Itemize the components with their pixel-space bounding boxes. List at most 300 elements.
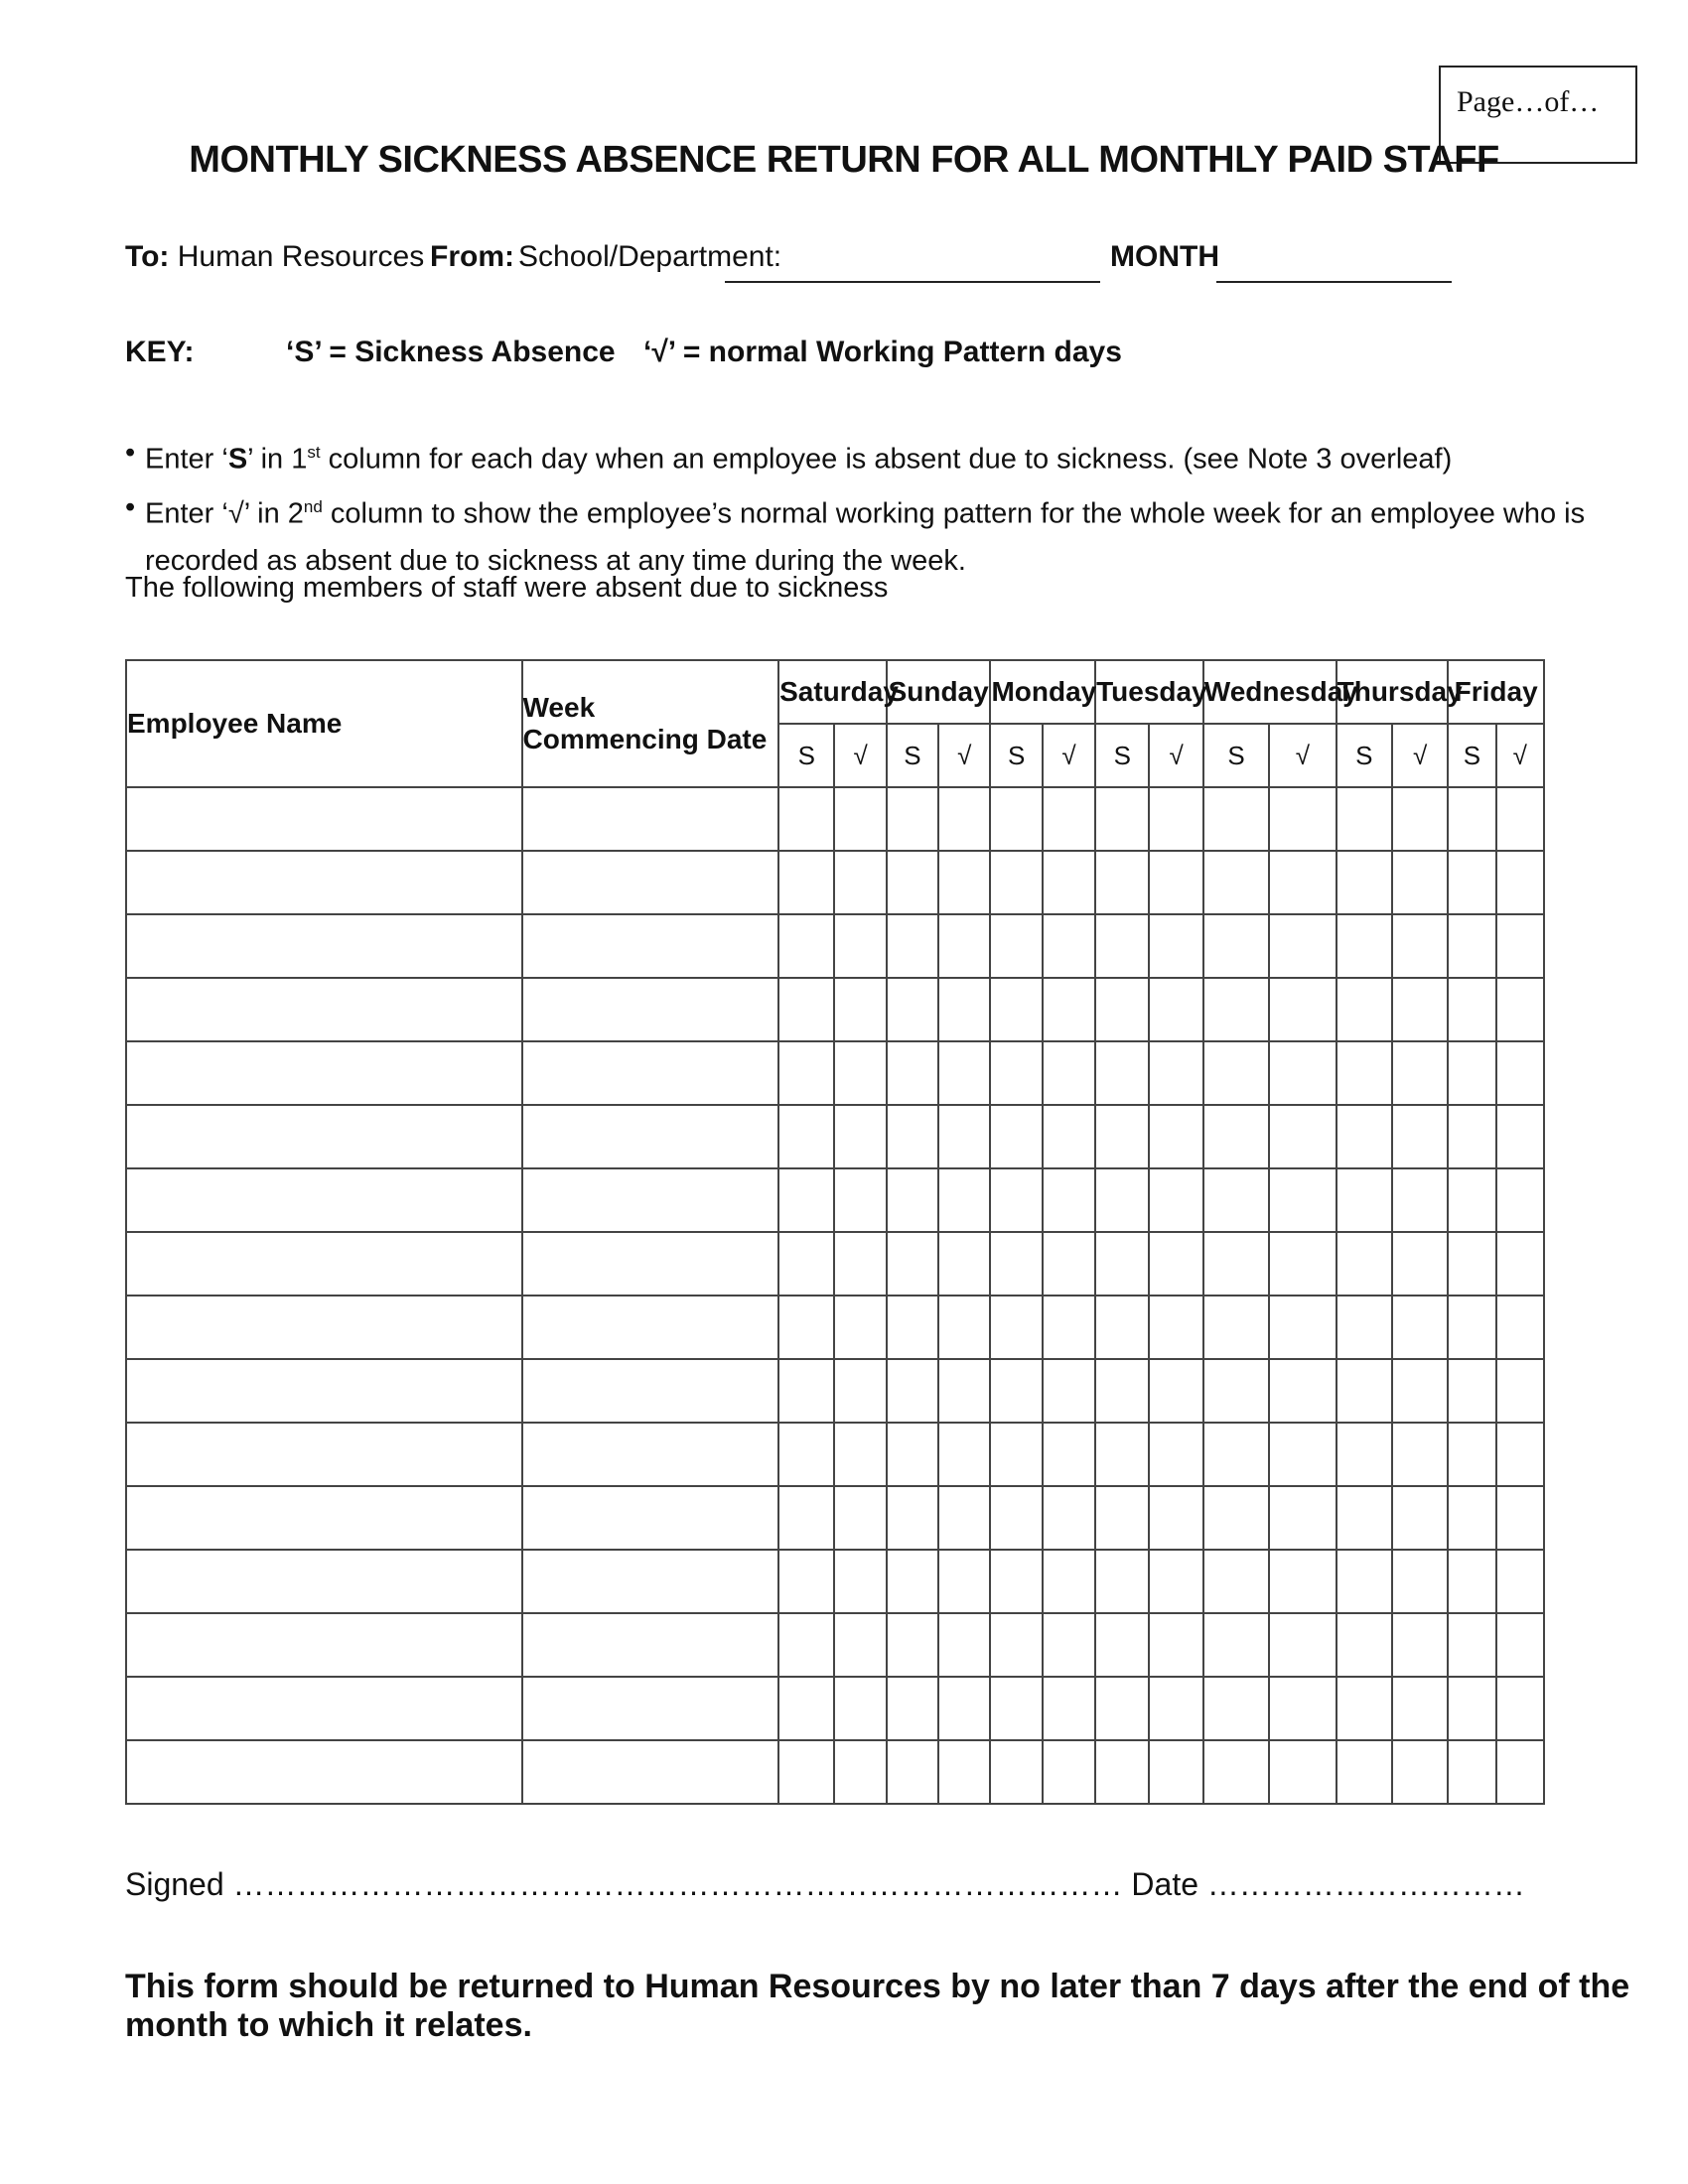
- header-week-commencing: Week Commencing Date: [522, 660, 779, 787]
- day-entry-cell[interactable]: [990, 1740, 1042, 1804]
- employee-name-cell[interactable]: [126, 1486, 522, 1550]
- pattern-subheader-tuesday: √: [1149, 724, 1202, 787]
- pattern-subheader-saturday: √: [834, 724, 886, 787]
- intro-text: The following members of staff were absent due to sickness: [125, 572, 889, 604]
- day-entry-cell[interactable]: [1336, 1105, 1392, 1168]
- day-entry-cell[interactable]: [1203, 1740, 1269, 1804]
- day-entry-cell[interactable]: [1043, 1740, 1095, 1804]
- day-entry-cell[interactable]: [1448, 1613, 1495, 1677]
- day-entry-cell[interactable]: [834, 1423, 886, 1486]
- day-entry-cell[interactable]: [990, 914, 1042, 978]
- employee-name-cell[interactable]: [126, 914, 522, 978]
- day-entry-cell[interactable]: [834, 1486, 886, 1550]
- week-commencing-cell[interactable]: [522, 1486, 779, 1550]
- day-entry-cell[interactable]: [990, 1423, 1042, 1486]
- day-entry-cell[interactable]: [1203, 1105, 1269, 1168]
- header-day-tuesday: Tuesday: [1095, 660, 1203, 724]
- day-entry-cell[interactable]: [938, 1105, 990, 1168]
- employee-name-cell[interactable]: [126, 978, 522, 1041]
- instructions: [125, 429, 1615, 585]
- day-entry-cell[interactable]: [887, 1168, 938, 1232]
- sickness-subheader-tuesday: S: [1095, 724, 1149, 787]
- header-day-monday: Monday: [990, 660, 1095, 724]
- week-commencing-cell[interactable]: [522, 1168, 779, 1232]
- week-commencing-cell[interactable]: [522, 1677, 779, 1740]
- day-entry-cell[interactable]: [1043, 1105, 1095, 1168]
- day-entry-cell[interactable]: [1269, 1550, 1336, 1613]
- day-entry-cell[interactable]: [1269, 1677, 1336, 1740]
- day-entry-cell[interactable]: [1269, 1041, 1336, 1105]
- day-entry-cell[interactable]: [1095, 1486, 1149, 1550]
- day-entry-cell[interactable]: [938, 1550, 990, 1613]
- day-entry-cell[interactable]: [1392, 851, 1448, 914]
- return-instruction: This form should be returned to Human Resources by no later than 7 days after the end of the month to which it relates.: [125, 1968, 1630, 2044]
- day-entry-cell[interactable]: [1149, 1168, 1202, 1232]
- day-entry-cell[interactable]: [1043, 1550, 1095, 1613]
- day-entry-cell[interactable]: [1095, 1613, 1149, 1677]
- week-commencing-cell[interactable]: [522, 1740, 779, 1804]
- day-entry-cell[interactable]: [1043, 1296, 1095, 1359]
- day-entry-cell[interactable]: [1392, 1740, 1448, 1804]
- day-entry-cell[interactable]: [1496, 1105, 1544, 1168]
- day-entry-cell[interactable]: [778, 851, 834, 914]
- day-entry-cell[interactable]: [834, 1677, 886, 1740]
- day-entry-cell[interactable]: [1496, 1550, 1544, 1613]
- day-entry-cell[interactable]: [990, 787, 1042, 851]
- day-entry-cell[interactable]: [1496, 1677, 1544, 1740]
- day-entry-cell[interactable]: [834, 978, 886, 1041]
- day-entry-cell[interactable]: [1496, 1740, 1544, 1804]
- from-label: From:: [430, 240, 514, 273]
- day-entry-cell[interactable]: [990, 1041, 1042, 1105]
- day-entry-cell[interactable]: [990, 978, 1042, 1041]
- day-entry-cell[interactable]: [1149, 1550, 1202, 1613]
- employee-name-cell[interactable]: [126, 787, 522, 851]
- day-entry-cell[interactable]: [1496, 1296, 1544, 1359]
- day-entry-cell[interactable]: [1149, 1105, 1202, 1168]
- employee-name-cell[interactable]: [126, 1296, 522, 1359]
- day-entry-cell[interactable]: [1336, 851, 1392, 914]
- employee-name-cell[interactable]: [126, 1740, 522, 1804]
- day-entry-cell[interactable]: [1149, 787, 1202, 851]
- employee-name-cell[interactable]: [126, 1041, 522, 1105]
- day-entry-cell[interactable]: [1269, 978, 1336, 1041]
- day-entry-cell[interactable]: [1336, 1423, 1392, 1486]
- day-entry-cell[interactable]: [887, 1423, 938, 1486]
- day-entry-cell[interactable]: [1336, 1677, 1392, 1740]
- employee-name-cell[interactable]: [126, 1550, 522, 1613]
- day-entry-cell[interactable]: [834, 1168, 886, 1232]
- day-entry-cell[interactable]: [1203, 914, 1269, 978]
- day-entry-cell[interactable]: [1043, 851, 1095, 914]
- table-row: [126, 1296, 1544, 1359]
- day-entry-cell[interactable]: [1043, 1613, 1095, 1677]
- day-entry-cell[interactable]: [1336, 1740, 1392, 1804]
- day-entry-cell[interactable]: [778, 914, 834, 978]
- day-entry-cell[interactable]: [1269, 787, 1336, 851]
- pattern-subheader-friday: √: [1496, 724, 1544, 787]
- table-row: [126, 851, 1544, 914]
- day-entry-cell[interactable]: [1336, 1550, 1392, 1613]
- day-entry-cell[interactable]: [1392, 914, 1448, 978]
- day-entry-cell[interactable]: [1336, 1359, 1392, 1423]
- day-entry-cell[interactable]: [1496, 1168, 1544, 1232]
- day-entry-cell[interactable]: [1336, 1486, 1392, 1550]
- day-entry-cell[interactable]: [887, 1740, 938, 1804]
- day-entry-cell[interactable]: [1095, 1550, 1149, 1613]
- day-entry-cell[interactable]: [1269, 1486, 1336, 1550]
- day-entry-cell[interactable]: [778, 978, 834, 1041]
- day-entry-cell[interactable]: [1496, 1613, 1544, 1677]
- day-entry-cell[interactable]: [1392, 1232, 1448, 1296]
- day-entry-cell[interactable]: [1203, 978, 1269, 1041]
- day-entry-cell[interactable]: [1448, 1740, 1495, 1804]
- day-entry-cell[interactable]: [1336, 1613, 1392, 1677]
- day-entry-cell[interactable]: [1095, 914, 1149, 978]
- day-entry-cell[interactable]: [1336, 787, 1392, 851]
- day-entry-cell[interactable]: [887, 1359, 938, 1423]
- day-entry-cell[interactable]: [1448, 1486, 1495, 1550]
- day-entry-cell[interactable]: [778, 1550, 834, 1613]
- day-entry-cell[interactable]: [1269, 1105, 1336, 1168]
- day-entry-cell[interactable]: [887, 1550, 938, 1613]
- day-entry-cell[interactable]: [1269, 1613, 1336, 1677]
- day-entry-cell[interactable]: [887, 1296, 938, 1359]
- week-commencing-cell[interactable]: [522, 1105, 779, 1168]
- header-day-thursday: Thursday: [1336, 660, 1449, 724]
- day-entry-cell[interactable]: [1095, 978, 1149, 1041]
- pattern-subheader-wednesday: √: [1269, 724, 1336, 787]
- day-entry-cell[interactable]: [887, 1105, 938, 1168]
- day-entry-cell[interactable]: [938, 1740, 990, 1804]
- table-row: [126, 1677, 1544, 1740]
- day-entry-cell[interactable]: [1496, 787, 1544, 851]
- day-entry-cell[interactable]: [1203, 1613, 1269, 1677]
- day-entry-cell[interactable]: [887, 1041, 938, 1105]
- day-entry-cell[interactable]: [778, 1232, 834, 1296]
- day-entry-cell[interactable]: [834, 1740, 886, 1804]
- header-day-wednesday: Wednesday: [1203, 660, 1336, 724]
- to-value: Human Resources: [177, 240, 425, 273]
- day-entry-cell[interactable]: [938, 1423, 990, 1486]
- day-entry-cell[interactable]: [1149, 978, 1202, 1041]
- day-entry-cell[interactable]: [1043, 1486, 1095, 1550]
- day-entry-cell[interactable]: [778, 1486, 834, 1550]
- week-commencing-cell[interactable]: [522, 1359, 779, 1423]
- day-entry-cell[interactable]: [1269, 851, 1336, 914]
- day-entry-cell[interactable]: [938, 914, 990, 978]
- day-entry-cell[interactable]: [1269, 1168, 1336, 1232]
- day-entry-cell[interactable]: [778, 1041, 834, 1105]
- day-entry-cell[interactable]: [1149, 1486, 1202, 1550]
- day-entry-cell[interactable]: [887, 851, 938, 914]
- day-entry-cell[interactable]: [1149, 1677, 1202, 1740]
- day-entry-cell[interactable]: [990, 1296, 1042, 1359]
- pattern-subheader-sunday: √: [938, 724, 990, 787]
- table-row: [126, 1550, 1544, 1613]
- table-row: [126, 914, 1544, 978]
- day-entry-cell[interactable]: [990, 1613, 1042, 1677]
- day-entry-cell[interactable]: [1149, 914, 1202, 978]
- day-entry-cell[interactable]: [887, 787, 938, 851]
- day-entry-cell[interactable]: [1043, 1359, 1095, 1423]
- day-entry-cell[interactable]: [1043, 787, 1095, 851]
- form-title: MONTHLY SICKNESS ABSENCE RETURN FOR ALL MONTHLY PAID STAFF: [189, 139, 1499, 181]
- day-entry-cell[interactable]: [1496, 1486, 1544, 1550]
- key-working-pattern: ‘√’ = normal Working Pattern days: [643, 336, 1122, 368]
- day-entry-cell[interactable]: [1448, 1677, 1495, 1740]
- table-row: [126, 1486, 1544, 1550]
- day-entry-cell[interactable]: [778, 1613, 834, 1677]
- day-entry-cell[interactable]: [1203, 787, 1269, 851]
- day-entry-cell[interactable]: [1336, 1168, 1392, 1232]
- week-commencing-cell[interactable]: [522, 1550, 779, 1613]
- day-entry-cell[interactable]: [938, 851, 990, 914]
- day-entry-cell[interactable]: [834, 1613, 886, 1677]
- day-entry-cell[interactable]: [778, 1296, 834, 1359]
- key-sickness: ‘S’ = Sickness Absence: [286, 336, 616, 368]
- table-row: [126, 1423, 1544, 1486]
- employee-name-cell[interactable]: [126, 1105, 522, 1168]
- day-entry-cell[interactable]: [1203, 1423, 1269, 1486]
- pattern-subheader-monday: √: [1043, 724, 1095, 787]
- day-entry-cell[interactable]: [1392, 1423, 1448, 1486]
- day-entry-cell[interactable]: [1043, 1232, 1095, 1296]
- day-entry-cell[interactable]: [1392, 1486, 1448, 1550]
- day-entry-cell[interactable]: [990, 1168, 1042, 1232]
- day-entry-cell[interactable]: [1043, 978, 1095, 1041]
- to-label: To:: [125, 240, 170, 273]
- employee-name-cell[interactable]: [126, 1613, 522, 1677]
- day-entry-cell[interactable]: [938, 1486, 990, 1550]
- day-entry-cell[interactable]: [778, 1105, 834, 1168]
- day-entry-cell[interactable]: [1448, 914, 1495, 978]
- day-entry-cell[interactable]: [834, 914, 886, 978]
- day-entry-cell[interactable]: [1095, 851, 1149, 914]
- day-entry-cell[interactable]: [1496, 1423, 1544, 1486]
- day-entry-cell[interactable]: [1203, 1041, 1269, 1105]
- day-entry-cell[interactable]: [938, 1677, 990, 1740]
- week-commencing-cell[interactable]: [522, 978, 779, 1041]
- day-entry-cell[interactable]: [1095, 1105, 1149, 1168]
- day-entry-cell[interactable]: [990, 1105, 1042, 1168]
- day-entry-cell[interactable]: [1043, 914, 1095, 978]
- day-entry-cell[interactable]: [1043, 1677, 1095, 1740]
- day-entry-cell[interactable]: [1269, 1423, 1336, 1486]
- day-entry-cell[interactable]: [1448, 787, 1495, 851]
- day-entry-cell[interactable]: [1392, 1296, 1448, 1359]
- day-entry-cell[interactable]: [1392, 1041, 1448, 1105]
- day-entry-cell[interactable]: [778, 1168, 834, 1232]
- day-entry-cell[interactable]: [1392, 1105, 1448, 1168]
- day-entry-cell[interactable]: [778, 787, 834, 851]
- day-entry-cell[interactable]: [1203, 1486, 1269, 1550]
- day-entry-cell[interactable]: [1392, 1613, 1448, 1677]
- table-row: [126, 1740, 1544, 1804]
- day-entry-cell[interactable]: [1095, 787, 1149, 851]
- day-entry-cell[interactable]: [1392, 1677, 1448, 1740]
- day-entry-cell[interactable]: [1095, 1423, 1149, 1486]
- day-entry-cell[interactable]: [887, 1232, 938, 1296]
- day-entry-cell[interactable]: [1392, 1550, 1448, 1613]
- day-entry-cell[interactable]: [1269, 1232, 1336, 1296]
- day-entry-cell[interactable]: [1392, 1359, 1448, 1423]
- day-entry-cell[interactable]: [938, 787, 990, 851]
- day-entry-cell[interactable]: [1269, 914, 1336, 978]
- day-entry-cell[interactable]: [1392, 787, 1448, 851]
- day-entry-cell[interactable]: [1448, 978, 1495, 1041]
- day-entry-cell[interactable]: [938, 1359, 990, 1423]
- employee-name-cell[interactable]: [126, 1423, 522, 1486]
- day-entry-cell[interactable]: [1149, 1423, 1202, 1486]
- day-entry-cell[interactable]: [1496, 1232, 1544, 1296]
- month-input-line[interactable]: [1216, 281, 1452, 283]
- day-entry-cell[interactable]: [1448, 851, 1495, 914]
- day-entry-cell[interactable]: [778, 1677, 834, 1740]
- sickness-subheader-wednesday: S: [1203, 724, 1269, 787]
- employee-name-cell[interactable]: [126, 1232, 522, 1296]
- day-entry-cell[interactable]: [1269, 1296, 1336, 1359]
- day-entry-cell[interactable]: [1149, 1232, 1202, 1296]
- table-row: [126, 1041, 1544, 1105]
- day-entry-cell[interactable]: [887, 1486, 938, 1550]
- employee-name-cell[interactable]: [126, 1677, 522, 1740]
- department-input-line[interactable]: [725, 281, 1100, 283]
- instruction-1: • Enter ‘S’ in 1st column for each day when an employee is absent due to sickness. (see Note 3 overleaf): [125, 429, 1615, 483]
- day-entry-cell[interactable]: [1203, 1359, 1269, 1423]
- day-entry-cell[interactable]: [938, 978, 990, 1041]
- day-entry-cell[interactable]: [778, 1359, 834, 1423]
- day-entry-cell[interactable]: [834, 1105, 886, 1168]
- day-entry-cell[interactable]: [834, 1296, 886, 1359]
- day-entry-cell[interactable]: [778, 1740, 834, 1804]
- day-entry-cell[interactable]: [1095, 1041, 1149, 1105]
- day-entry-cell[interactable]: [1043, 1041, 1095, 1105]
- day-entry-cell[interactable]: [1448, 1232, 1495, 1296]
- day-entry-cell[interactable]: [1496, 1041, 1544, 1105]
- day-entry-cell[interactable]: [1203, 1232, 1269, 1296]
- day-entry-cell[interactable]: [1392, 1168, 1448, 1232]
- table-row: [126, 1359, 1544, 1423]
- day-entry-cell[interactable]: [938, 1041, 990, 1105]
- day-entry-cell[interactable]: [887, 1677, 938, 1740]
- day-entry-cell[interactable]: [1149, 1041, 1202, 1105]
- week-commencing-cell[interactable]: [522, 1041, 779, 1105]
- day-entry-cell[interactable]: [1336, 1041, 1392, 1105]
- table-row: [126, 1613, 1544, 1677]
- from-department-label: School/Department:: [518, 240, 782, 273]
- day-entry-cell[interactable]: [990, 1677, 1042, 1740]
- day-entry-cell[interactable]: [1448, 1296, 1495, 1359]
- day-entry-cell[interactable]: [1336, 1296, 1392, 1359]
- day-entry-cell[interactable]: [990, 1486, 1042, 1550]
- day-entry-cell[interactable]: [1149, 1359, 1202, 1423]
- day-entry-cell[interactable]: [1496, 914, 1544, 978]
- pattern-subheader-thursday: √: [1392, 724, 1448, 787]
- day-entry-cell[interactable]: [1496, 978, 1544, 1041]
- day-entry-cell[interactable]: [1336, 914, 1392, 978]
- day-entry-cell[interactable]: [1448, 1041, 1495, 1105]
- day-entry-cell[interactable]: [938, 1613, 990, 1677]
- day-entry-cell[interactable]: [1043, 1168, 1095, 1232]
- table-row: [126, 787, 1544, 851]
- day-entry-cell[interactable]: [1203, 1168, 1269, 1232]
- day-entry-cell[interactable]: [887, 1613, 938, 1677]
- employee-name-cell[interactable]: [126, 1168, 522, 1232]
- week-commencing-cell[interactable]: [522, 851, 779, 914]
- day-entry-cell[interactable]: [1496, 1359, 1544, 1423]
- day-entry-cell[interactable]: [1496, 851, 1544, 914]
- day-entry-cell[interactable]: [1392, 978, 1448, 1041]
- day-entry-cell[interactable]: [834, 1550, 886, 1613]
- day-entry-cell[interactable]: [834, 1232, 886, 1296]
- day-entry-cell[interactable]: [1095, 1296, 1149, 1359]
- day-entry-cell[interactable]: [990, 851, 1042, 914]
- day-entry-cell[interactable]: [1448, 1359, 1495, 1423]
- week-commencing-cell[interactable]: [522, 1423, 779, 1486]
- day-entry-cell[interactable]: [1203, 1550, 1269, 1613]
- day-entry-cell[interactable]: [938, 1168, 990, 1232]
- day-entry-cell[interactable]: [887, 978, 938, 1041]
- sickness-subheader-saturday: S: [778, 724, 834, 787]
- day-entry-cell[interactable]: [1448, 1423, 1495, 1486]
- day-entry-cell[interactable]: [1269, 1359, 1336, 1423]
- day-entry-cell[interactable]: [834, 851, 886, 914]
- day-entry-cell[interactable]: [1336, 978, 1392, 1041]
- day-entry-cell[interactable]: [990, 1359, 1042, 1423]
- day-entry-cell[interactable]: [1336, 1232, 1392, 1296]
- day-entry-cell[interactable]: [938, 1296, 990, 1359]
- day-entry-cell[interactable]: [990, 1232, 1042, 1296]
- day-entry-cell[interactable]: [990, 1550, 1042, 1613]
- day-entry-cell[interactable]: [1095, 1740, 1149, 1804]
- day-entry-cell[interactable]: [1448, 1168, 1495, 1232]
- day-entry-cell[interactable]: [1149, 851, 1202, 914]
- day-entry-cell[interactable]: [1448, 1550, 1495, 1613]
- employee-name-cell[interactable]: [126, 1359, 522, 1423]
- day-entry-cell[interactable]: [1043, 1423, 1095, 1486]
- day-entry-cell[interactable]: [834, 1041, 886, 1105]
- day-entry-cell[interactable]: [834, 1359, 886, 1423]
- week-commencing-cell[interactable]: [522, 1232, 779, 1296]
- day-entry-cell[interactable]: [1149, 1740, 1202, 1804]
- day-entry-cell[interactable]: [1203, 1677, 1269, 1740]
- week-commencing-cell[interactable]: [522, 1296, 779, 1359]
- day-entry-cell[interactable]: [1095, 1359, 1149, 1423]
- day-entry-cell[interactable]: [1149, 1613, 1202, 1677]
- day-entry-cell[interactable]: [1269, 1740, 1336, 1804]
- header-employee-name: Employee Name: [126, 660, 522, 787]
- day-entry-cell[interactable]: [1095, 1232, 1149, 1296]
- week-commencing-cell[interactable]: [522, 914, 779, 978]
- day-entry-cell[interactable]: [1203, 1296, 1269, 1359]
- day-entry-cell[interactable]: [1203, 851, 1269, 914]
- day-entry-cell[interactable]: [938, 1232, 990, 1296]
- sickness-subheader-thursday: S: [1336, 724, 1392, 787]
- table-row: [126, 978, 1544, 1041]
- day-entry-cell[interactable]: [1149, 1296, 1202, 1359]
- week-commencing-cell[interactable]: [522, 1613, 779, 1677]
- day-entry-cell[interactable]: [1095, 1168, 1149, 1232]
- day-entry-cell[interactable]: [1448, 1105, 1495, 1168]
- day-entry-cell[interactable]: [1095, 1677, 1149, 1740]
- day-entry-cell[interactable]: [778, 1423, 834, 1486]
- week-commencing-cell[interactable]: [522, 787, 779, 851]
- sickness-subheader-friday: S: [1448, 724, 1495, 787]
- day-entry-cell[interactable]: [834, 787, 886, 851]
- day-entry-cell[interactable]: [887, 914, 938, 978]
- employee-name-cell[interactable]: [126, 851, 522, 914]
